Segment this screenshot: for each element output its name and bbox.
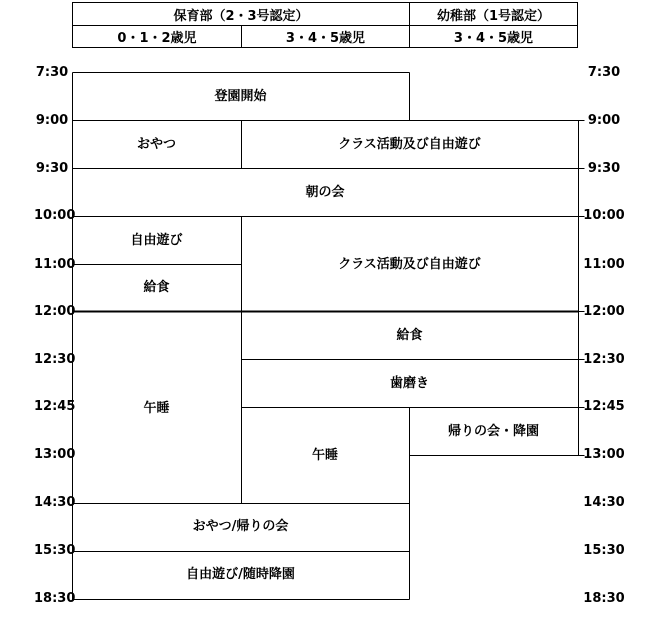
time-right-1245: 12:45 [583,399,625,414]
time-left-1430: 14:30 [34,495,76,510]
time-left-0900: 9:00 [35,113,69,128]
activity-arrival: 登園開始 [214,89,267,104]
activity-free-play-012: 自由遊び [130,233,183,248]
activity-kinder-leave: 帰りの会・降園 [447,424,539,439]
time-left-1100: 11:00 [34,257,76,272]
header-nursery: 保育部（2・3号認定） [72,2,410,26]
time-left-1830: 18:30 [34,591,76,606]
activity-class-free-2: クラス活動及び自由遊び [338,257,481,272]
activity-lunch-345: 給食 [396,328,423,343]
activity-lunch-012: 給食 [143,280,170,295]
time-right-0930: 9:30 [587,161,621,176]
time-right-0730: 7:30 [587,65,621,80]
time-left-1230: 12:30 [34,352,76,367]
header-age-012: 0・1・2歳児 [72,25,242,48]
time-left-1200: 12:00 [34,304,76,319]
time-right-1100: 11:00 [583,257,625,272]
time-left-0730: 7:30 [35,65,69,80]
time-right-1430: 14:30 [583,495,625,510]
time-right-1830: 18:30 [583,591,625,606]
time-left-1530: 15:30 [34,543,76,558]
time-right-1300: 13:00 [583,447,625,462]
time-left-1245: 12:45 [34,399,76,414]
activity-morning-assembly: 朝の会 [305,185,345,200]
time-right-1000: 10:00 [583,208,625,223]
time-left-1000: 10:00 [34,208,76,223]
activity-teeth: 歯磨き [389,376,429,391]
activity-class-free-1: クラス活動及び自由遊び [338,137,481,152]
activity-snack-home: おやつ/帰りの会 [192,519,289,534]
time-left-1300: 13:00 [34,447,76,462]
time-right-1200: 12:00 [583,304,625,319]
activity-nap-345: 午睡 [311,448,338,463]
time-left-0930: 9:30 [35,161,69,176]
header-age-345-kinder: 3・4・5歳児 [409,25,578,48]
activity-snack-012: おやつ [136,137,176,152]
header-kindergarten: 幼稚部（1号認定） [409,2,578,26]
time-right-0900: 9:00 [587,113,621,128]
header-age-345-nursery: 3・4・5歳児 [241,25,410,48]
activity-nap-012: 午睡 [143,401,170,416]
time-right-1230: 12:30 [583,352,625,367]
time-right-1530: 15:30 [583,543,625,558]
activity-free-leave: 自由遊び/随時降園 [186,567,295,582]
